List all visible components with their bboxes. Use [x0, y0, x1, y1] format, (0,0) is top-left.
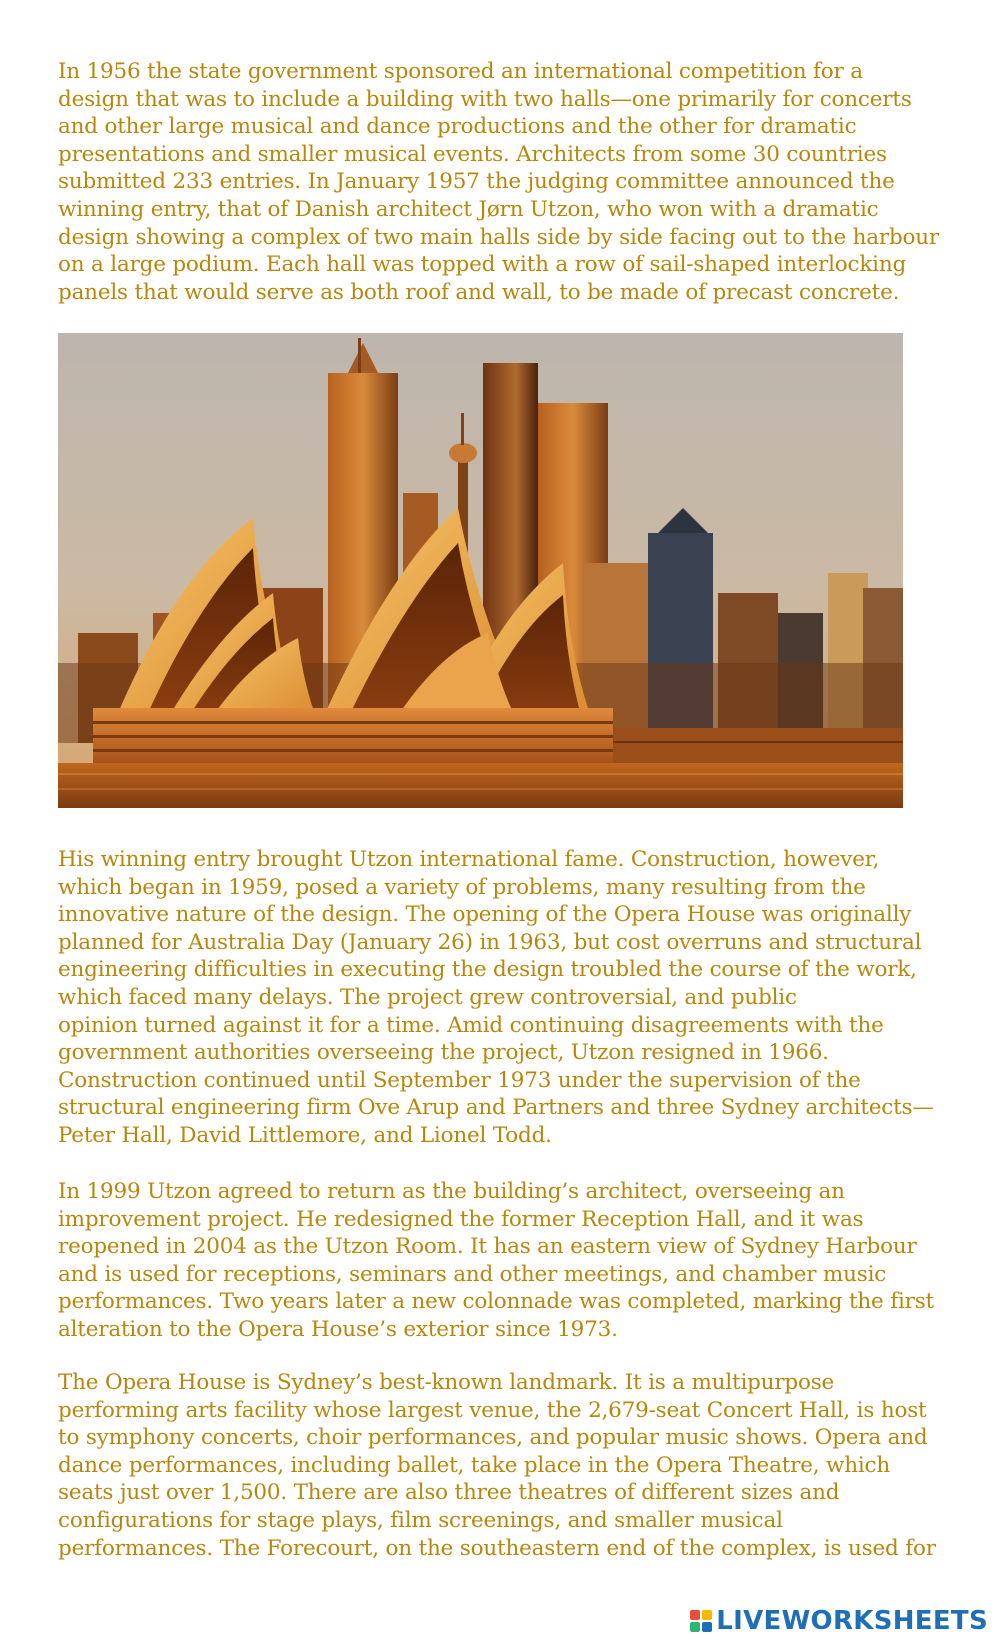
text-line: structural engineering firm Ove Arup and Partners and three Sydney architects— — [58, 1095, 934, 1121]
text-line: dance performances, including ballet, take place in the Opera Theatre, which — [58, 1452, 891, 1478]
opera-house-illustration — [58, 333, 903, 808]
text-line: Peter Hall, David Littlemore, and Lionel Todd. — [58, 1122, 552, 1148]
logo-text: LIVEWORKSHEETS — [716, 1606, 988, 1636]
text-line: alteration to the Opera House’s exterior since 1973. — [58, 1316, 618, 1342]
text-line: which faced many delays. The project grew controversial, and public — [58, 984, 797, 1010]
text-line: winning entry, that of Danish architect Jørn Utzon, who won with a dramatic — [58, 196, 879, 222]
text-line: engineering difficulties in executing the design troubled the course of the work, — [58, 957, 917, 983]
text-line: improvement project. He redesigned the former Reception Hall, and it was — [58, 1206, 864, 1232]
text-line: configurations for stage plays, film screenings, and smaller musical — [58, 1507, 783, 1533]
text-line: performing arts facility whose largest venue, the 2,679-seat Concert Hall, is host — [58, 1397, 927, 1423]
text-line: His winning entry brought Utzon international fame. Construction, however, — [58, 847, 880, 872]
text-line: and other large musical and dance productions and the other for dramatic — [58, 114, 857, 140]
text-line: performances. The Forecourt, on the southeastern end of the complex, is used for — [58, 1535, 936, 1561]
liveworksheets-logo[interactable] — [690, 1605, 988, 1637]
text-line: on a large podium. Each hall was topped with a row of sail-shaped interlocking — [58, 252, 907, 278]
paragraph-construction — [58, 846, 958, 1150]
text-line: Construction continued until September 1973 under the supervision of the — [58, 1067, 861, 1093]
text-line: reopened in 2004 as the Utzon Room. It has an eastern view of Sydney Harbour — [58, 1234, 917, 1260]
paragraph-competition — [58, 58, 958, 306]
text-line: presentations and smaller musical events. Architects from some 30 countries — [58, 141, 887, 167]
text-line: panels that would serve as both roof and wall, to be made of precast concrete. — [58, 279, 900, 305]
paragraph-landmark — [58, 1369, 958, 1562]
sydney-opera-house-photo — [58, 333, 903, 808]
text-line: In 1999 Utzon agreed to return as the building’s architect, overseeing an — [58, 1179, 845, 1204]
text-line: submitted 233 entries. In January 1957 the judging committee announced the — [58, 169, 895, 195]
text-line: performances. Two years later a new colonnade was completed, marking the first — [58, 1289, 934, 1315]
paragraph-utzon-return — [58, 1178, 958, 1344]
text-line: opinion turned against it for a time. Amid continuing disagreements with the — [58, 1012, 884, 1038]
liveworksheets-logo-icon — [690, 1610, 712, 1632]
text-line: design that was to include a building with two halls—one primarily for concerts — [58, 86, 912, 112]
text-line: innovative nature of the design. The opening of the Opera House was originally — [58, 902, 912, 928]
text-line: design showing a complex of two main halls side by side facing out to the harbour — [58, 224, 939, 250]
text-line: and is used for receptions, seminars and other meetings, and chamber music — [58, 1261, 887, 1287]
text-line: to symphony concerts, choir performances, and popular music shows. Opera and — [58, 1425, 928, 1451]
text-line: In 1956 the state government sponsored an international competition for a — [58, 59, 863, 84]
text-line: government authorities overseeing the project, Utzon resigned in 1966. — [58, 1040, 829, 1066]
text-line: which began in 1959, posed a variety of problems, many resulting from the — [58, 874, 866, 900]
text-line: seats just over 1,500. There are also three theatres of different sizes and — [58, 1480, 840, 1506]
text-line: planned for Australia Day (January 26) in 1963, but cost overruns and structural — [58, 929, 922, 955]
text-line: The Opera House is Sydney’s best-known landmark. It is a multipurpose — [58, 1370, 835, 1395]
